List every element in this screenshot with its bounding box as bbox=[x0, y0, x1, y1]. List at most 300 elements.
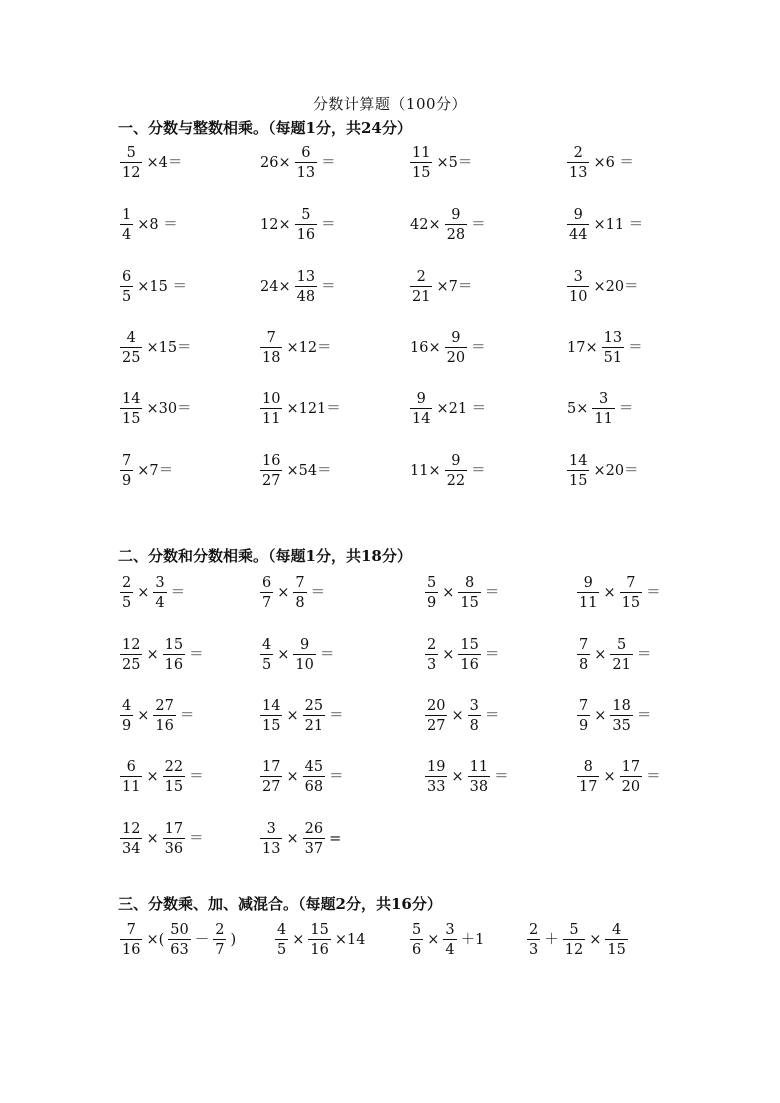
operator-text: × bbox=[286, 768, 299, 785]
numerator: 9 bbox=[451, 329, 461, 346]
operator-text: × bbox=[589, 931, 602, 948]
denominator: 10 bbox=[567, 286, 589, 305]
fraction bbox=[120, 822, 142, 857]
fraction bbox=[295, 146, 317, 181]
fraction bbox=[120, 923, 142, 958]
operator-text: 26× bbox=[260, 154, 291, 171]
denominator: 38 bbox=[468, 776, 490, 795]
numerator: 6 bbox=[301, 144, 311, 161]
denominator: 4 bbox=[443, 939, 456, 958]
denominator: 35 bbox=[610, 715, 632, 734]
fraction bbox=[308, 923, 330, 958]
numerator: 6 bbox=[122, 268, 132, 285]
numerator: 3 bbox=[573, 268, 583, 285]
operator-text: × bbox=[146, 646, 159, 663]
numerator: 2 bbox=[573, 144, 583, 161]
denominator: 51 bbox=[602, 347, 624, 366]
problem-14 bbox=[258, 328, 334, 368]
fraction bbox=[275, 923, 288, 958]
numerator: 5 bbox=[569, 921, 579, 938]
problem-20 bbox=[565, 389, 635, 429]
operator-text: ×15 ＝ bbox=[137, 278, 187, 295]
fraction bbox=[293, 576, 306, 611]
numerator: 45 bbox=[304, 758, 324, 775]
denominator: 11 bbox=[120, 776, 142, 795]
operator-text: ×21 ＝ bbox=[436, 400, 487, 417]
fraction bbox=[610, 699, 632, 734]
denominator: 15 bbox=[458, 592, 480, 611]
numerator: 1 bbox=[122, 206, 132, 223]
problem-6 bbox=[258, 205, 338, 245]
denominator: 27 bbox=[260, 776, 282, 795]
fraction bbox=[260, 699, 282, 734]
fraction bbox=[425, 699, 447, 734]
operator-text: ＝ bbox=[484, 646, 500, 663]
operator-text: ×7＝ bbox=[137, 462, 174, 479]
denominator: 9 bbox=[120, 715, 133, 734]
numerator: 13 bbox=[296, 268, 316, 285]
denominator: 63 bbox=[168, 939, 190, 958]
operator-text: 42× bbox=[410, 216, 441, 233]
denominator: 13 bbox=[295, 162, 317, 181]
denominator: 48 bbox=[295, 286, 317, 305]
numerator: 9 bbox=[416, 390, 426, 407]
fraction bbox=[425, 760, 447, 795]
denominator: 34 bbox=[120, 838, 142, 857]
problem-42 bbox=[258, 819, 343, 859]
operator-text: ＝ bbox=[484, 707, 500, 724]
fraction bbox=[303, 760, 325, 795]
operator-text: ＝ bbox=[189, 830, 204, 847]
operator-text: ＝ bbox=[321, 154, 336, 171]
problem-35 bbox=[423, 696, 501, 736]
numerator: 17 bbox=[621, 758, 641, 775]
problem-2 bbox=[258, 143, 338, 183]
denominator: 20 bbox=[445, 347, 467, 366]
fraction bbox=[260, 638, 273, 673]
section-heading-2: 二、分数和分数相乘。（每题1分，共18分） bbox=[118, 547, 412, 565]
operator-text: ＋ bbox=[544, 931, 559, 948]
numerator: 15 bbox=[460, 636, 479, 653]
problem-25 bbox=[118, 573, 187, 613]
problem-39 bbox=[423, 757, 511, 797]
numerator: 7 bbox=[295, 574, 305, 591]
denominator: 20 bbox=[620, 776, 642, 795]
operator-text: ＝ bbox=[189, 646, 204, 663]
problem-22 bbox=[258, 451, 334, 491]
problem-38 bbox=[258, 757, 346, 797]
fraction bbox=[293, 638, 315, 673]
operator-text: × bbox=[146, 830, 159, 847]
denominator: 27 bbox=[425, 715, 447, 734]
problem-19 bbox=[408, 389, 488, 429]
operator-text: ×15＝ bbox=[146, 339, 192, 356]
fraction bbox=[527, 923, 540, 958]
operator-text: × bbox=[594, 707, 607, 724]
numerator: 4 bbox=[126, 329, 136, 346]
denominator: 25 bbox=[120, 347, 142, 366]
denominator: 11 bbox=[592, 408, 614, 427]
fraction bbox=[295, 270, 317, 305]
fraction bbox=[120, 146, 142, 181]
operator-text: × bbox=[442, 646, 455, 663]
operator-text: ×30＝ bbox=[146, 400, 192, 417]
numerator: 2 bbox=[215, 921, 225, 938]
fraction bbox=[153, 699, 175, 734]
numerator: 6 bbox=[262, 574, 272, 591]
fraction bbox=[425, 576, 438, 611]
operator-text: × bbox=[603, 584, 616, 601]
fraction bbox=[567, 208, 589, 243]
fraction bbox=[260, 822, 282, 857]
problem-28 bbox=[575, 573, 663, 613]
operator-text: ×4＝ bbox=[146, 154, 183, 171]
numerator: 3 bbox=[598, 390, 609, 407]
numerator: 12 bbox=[122, 820, 141, 837]
numerator: 11 bbox=[412, 144, 431, 161]
numerator: 17 bbox=[164, 820, 184, 837]
numerator: 15 bbox=[310, 921, 329, 938]
problem-21 bbox=[118, 451, 175, 491]
operator-text: ＝ bbox=[471, 462, 486, 479]
numerator: 9 bbox=[451, 206, 461, 223]
denominator: 16 bbox=[163, 654, 185, 673]
numerator: 27 bbox=[155, 697, 174, 714]
problem-27 bbox=[423, 573, 501, 613]
fraction bbox=[602, 331, 624, 366]
denominator: 21 bbox=[303, 715, 325, 734]
fraction bbox=[458, 638, 480, 673]
problem-30 bbox=[258, 635, 336, 675]
operator-text: × bbox=[277, 646, 290, 663]
fraction bbox=[468, 699, 481, 734]
fraction bbox=[425, 638, 438, 673]
operator-text: ＝ bbox=[329, 707, 344, 724]
denominator: 8 bbox=[577, 654, 590, 673]
fraction bbox=[610, 638, 632, 673]
problem-16 bbox=[565, 328, 645, 368]
operator-text: × bbox=[594, 646, 607, 663]
fraction bbox=[163, 822, 185, 857]
numerator: 20 bbox=[427, 697, 446, 714]
numerator: 25 bbox=[304, 697, 324, 714]
operator-text: 16× bbox=[410, 339, 441, 356]
denominator: 15 bbox=[163, 776, 185, 795]
operator-text: × bbox=[277, 584, 290, 601]
fraction bbox=[153, 576, 166, 611]
numerator: 2 bbox=[416, 268, 426, 285]
denominator: 22 bbox=[445, 470, 467, 489]
numerator: 5 bbox=[427, 574, 437, 591]
operator-text: ×14 bbox=[334, 931, 366, 948]
numerator: 7 bbox=[126, 921, 136, 938]
operator-text: ×20＝ bbox=[593, 462, 639, 479]
page-title: 分数计算题（100分） bbox=[312, 95, 468, 113]
operator-text: × bbox=[137, 707, 150, 724]
operator-text: × bbox=[442, 584, 455, 601]
numerator: 7 bbox=[579, 636, 589, 653]
denominator: 14 bbox=[410, 408, 432, 427]
operator-text: ×121＝ bbox=[286, 400, 341, 417]
numerator: 19 bbox=[427, 758, 446, 775]
problem-31 bbox=[423, 635, 501, 675]
fraction bbox=[120, 208, 133, 243]
operator-text: ＝ bbox=[646, 584, 661, 601]
fraction bbox=[567, 146, 589, 181]
operator-text: × bbox=[451, 707, 464, 724]
operator-text: ×20＝ bbox=[593, 278, 639, 295]
fraction bbox=[120, 760, 142, 795]
fraction bbox=[410, 392, 432, 427]
problem-33 bbox=[118, 696, 196, 736]
fraction bbox=[445, 331, 467, 366]
fraction bbox=[213, 923, 226, 958]
denominator: 16 bbox=[458, 654, 480, 673]
problem-5 bbox=[118, 205, 180, 245]
fraction bbox=[620, 576, 642, 611]
problem-11 bbox=[408, 267, 474, 307]
operator-text: ＝ bbox=[636, 707, 652, 724]
problem-8 bbox=[565, 205, 645, 245]
numerator: 9 bbox=[583, 574, 593, 591]
numerator: 3 bbox=[155, 574, 165, 591]
numerator: 13 bbox=[603, 329, 623, 346]
numerator: 9 bbox=[573, 206, 583, 223]
denominator: 7 bbox=[213, 939, 226, 958]
operator-text: × bbox=[451, 768, 464, 785]
denominator: 8 bbox=[293, 592, 306, 611]
operator-text: ＝ bbox=[494, 768, 509, 785]
problem-46 bbox=[525, 920, 630, 960]
denominator: 16 bbox=[295, 224, 317, 243]
numerator: 14 bbox=[122, 390, 141, 407]
operator-text: = bbox=[329, 830, 342, 847]
numerator: 2 bbox=[529, 921, 539, 938]
fraction bbox=[295, 208, 317, 243]
numerator: 14 bbox=[569, 452, 588, 469]
operator-text: ) bbox=[230, 931, 237, 948]
denominator: 21 bbox=[410, 286, 432, 305]
problem-40 bbox=[575, 757, 663, 797]
fraction bbox=[563, 923, 585, 958]
numerator: 6 bbox=[126, 758, 136, 775]
numerator: 22 bbox=[164, 758, 184, 775]
denominator: 9 bbox=[577, 715, 590, 734]
numerator: 7 bbox=[266, 329, 276, 346]
operator-text: ＝ bbox=[618, 400, 634, 417]
numerator: 5 bbox=[617, 636, 627, 653]
problem-44 bbox=[273, 920, 367, 960]
problem-1 bbox=[118, 143, 184, 183]
fraction bbox=[468, 760, 490, 795]
problem-36 bbox=[575, 696, 653, 736]
denominator: 44 bbox=[567, 224, 589, 243]
fraction bbox=[410, 923, 423, 958]
numerator: 2 bbox=[427, 636, 437, 653]
numerator: 3 bbox=[445, 921, 455, 938]
denominator: 3 bbox=[425, 654, 438, 673]
operator-text: ×8 ＝ bbox=[137, 216, 178, 233]
operator-text: ＝ bbox=[319, 646, 335, 663]
denominator: 4 bbox=[153, 592, 166, 611]
operator-text: ＝ bbox=[484, 584, 500, 601]
operator-text: 24× bbox=[260, 278, 291, 295]
denominator: 68 bbox=[303, 776, 325, 795]
numerator: 8 bbox=[583, 758, 593, 775]
denominator: 9 bbox=[120, 470, 133, 489]
problem-3 bbox=[408, 143, 474, 183]
fraction bbox=[303, 822, 325, 857]
operator-text: 5× bbox=[567, 400, 589, 417]
fraction bbox=[620, 760, 642, 795]
fraction bbox=[120, 392, 142, 427]
denominator: 15 bbox=[120, 408, 142, 427]
numerator: 12 bbox=[122, 636, 141, 653]
fraction bbox=[577, 638, 590, 673]
fraction bbox=[577, 760, 599, 795]
fraction bbox=[163, 760, 185, 795]
operator-text: × bbox=[427, 931, 440, 948]
problem-10 bbox=[258, 267, 338, 307]
operator-text: ＝ bbox=[628, 339, 643, 356]
fraction bbox=[410, 146, 432, 181]
fraction bbox=[168, 923, 190, 958]
operator-text: － bbox=[194, 931, 210, 948]
fraction bbox=[577, 699, 590, 734]
numerator: 3 bbox=[266, 820, 276, 837]
fraction bbox=[260, 760, 282, 795]
denominator: 12 bbox=[120, 162, 142, 181]
operator-text: 11× bbox=[410, 462, 441, 479]
denominator: 18 bbox=[260, 347, 282, 366]
fraction bbox=[592, 392, 614, 427]
operator-text: ＝ bbox=[636, 646, 652, 663]
numerator: 50 bbox=[170, 921, 189, 938]
operator-text: ×7＝ bbox=[436, 278, 473, 295]
problem-29 bbox=[118, 635, 206, 675]
operator-text: 17× bbox=[567, 339, 598, 356]
denominator: 7 bbox=[260, 592, 273, 611]
numerator: 5 bbox=[126, 144, 136, 161]
numerator: 15 bbox=[164, 636, 184, 653]
problem-17 bbox=[118, 389, 194, 429]
fraction bbox=[120, 331, 142, 366]
numerator: 26 bbox=[304, 820, 324, 837]
denominator: 37 bbox=[303, 838, 325, 857]
numerator: 8 bbox=[465, 574, 475, 591]
operator-text: ＝ bbox=[471, 216, 486, 233]
numerator: 5 bbox=[412, 921, 422, 938]
problem-24 bbox=[565, 451, 641, 491]
denominator: 15 bbox=[605, 939, 627, 958]
operator-text: 12× bbox=[260, 216, 291, 233]
operator-text: ＋1 bbox=[460, 931, 485, 948]
denominator: 15 bbox=[620, 592, 642, 611]
denominator: 36 bbox=[163, 838, 185, 857]
fraction bbox=[443, 923, 456, 958]
operator-text: ＝ bbox=[310, 584, 326, 601]
operator-text: ×6 ＝ bbox=[593, 154, 634, 171]
denominator: 15 bbox=[410, 162, 432, 181]
fraction bbox=[303, 699, 325, 734]
denominator: 27 bbox=[260, 470, 282, 489]
denominator: 15 bbox=[567, 470, 589, 489]
operator-text: × bbox=[137, 584, 150, 601]
operator-text: ＝ bbox=[189, 768, 204, 785]
operator-text: × bbox=[146, 768, 159, 785]
denominator: 11 bbox=[260, 408, 282, 427]
denominator: 16 bbox=[308, 939, 330, 958]
numerator: 9 bbox=[300, 636, 310, 653]
problem-26 bbox=[258, 573, 327, 613]
numerator: 7 bbox=[626, 574, 636, 591]
denominator: 4 bbox=[120, 224, 133, 243]
fraction bbox=[605, 923, 627, 958]
numerator: 4 bbox=[262, 636, 272, 653]
fraction bbox=[567, 454, 589, 489]
fraction bbox=[260, 576, 273, 611]
problem-45 bbox=[408, 920, 486, 960]
denominator: 10 bbox=[293, 654, 315, 673]
numerator: 2 bbox=[122, 574, 132, 591]
numerator: 4 bbox=[611, 921, 622, 938]
section-heading-3: 三、分数乘、加、减混合。（每题2分，共16分） bbox=[118, 895, 442, 913]
fraction bbox=[120, 699, 133, 734]
denominator: 5 bbox=[120, 286, 133, 305]
problem-7 bbox=[408, 205, 488, 245]
operator-text: × bbox=[286, 830, 299, 847]
problem-41 bbox=[118, 819, 206, 859]
operator-text: ×5＝ bbox=[436, 154, 473, 171]
operator-text: ×54＝ bbox=[286, 462, 332, 479]
operator-text: × bbox=[292, 931, 305, 948]
section-heading-1: 一、分数与整数相乘。（每题1分，共24分） bbox=[118, 119, 412, 137]
problem-32 bbox=[575, 635, 653, 675]
operator-text: ＝ bbox=[321, 278, 336, 295]
problem-4 bbox=[565, 143, 636, 183]
problem-23 bbox=[408, 451, 488, 491]
operator-text: ＝ bbox=[179, 707, 195, 724]
numerator: 4 bbox=[122, 697, 132, 714]
numerator: 14 bbox=[262, 697, 281, 714]
fraction bbox=[445, 208, 467, 243]
denominator: 16 bbox=[120, 939, 142, 958]
fraction bbox=[577, 576, 599, 611]
problem-15 bbox=[408, 328, 488, 368]
denominator: 17 bbox=[577, 776, 599, 795]
problem-9 bbox=[118, 267, 189, 307]
operator-text: ＝ bbox=[471, 339, 486, 356]
denominator: 13 bbox=[567, 162, 589, 181]
fraction bbox=[163, 638, 185, 673]
denominator: 6 bbox=[410, 939, 423, 958]
fraction bbox=[260, 331, 282, 366]
denominator: 11 bbox=[577, 592, 599, 611]
denominator: 33 bbox=[425, 776, 447, 795]
denominator: 3 bbox=[527, 939, 540, 958]
denominator: 16 bbox=[153, 715, 175, 734]
operator-text: ×11 ＝ bbox=[593, 216, 644, 233]
denominator: 13 bbox=[260, 838, 282, 857]
problem-12 bbox=[565, 267, 641, 307]
numerator: 10 bbox=[262, 390, 281, 407]
numerator: 18 bbox=[612, 697, 631, 714]
denominator: 5 bbox=[120, 592, 133, 611]
numerator: 9 bbox=[451, 452, 461, 469]
fraction bbox=[120, 270, 133, 305]
problem-37 bbox=[118, 757, 206, 797]
problem-43 bbox=[118, 920, 238, 960]
